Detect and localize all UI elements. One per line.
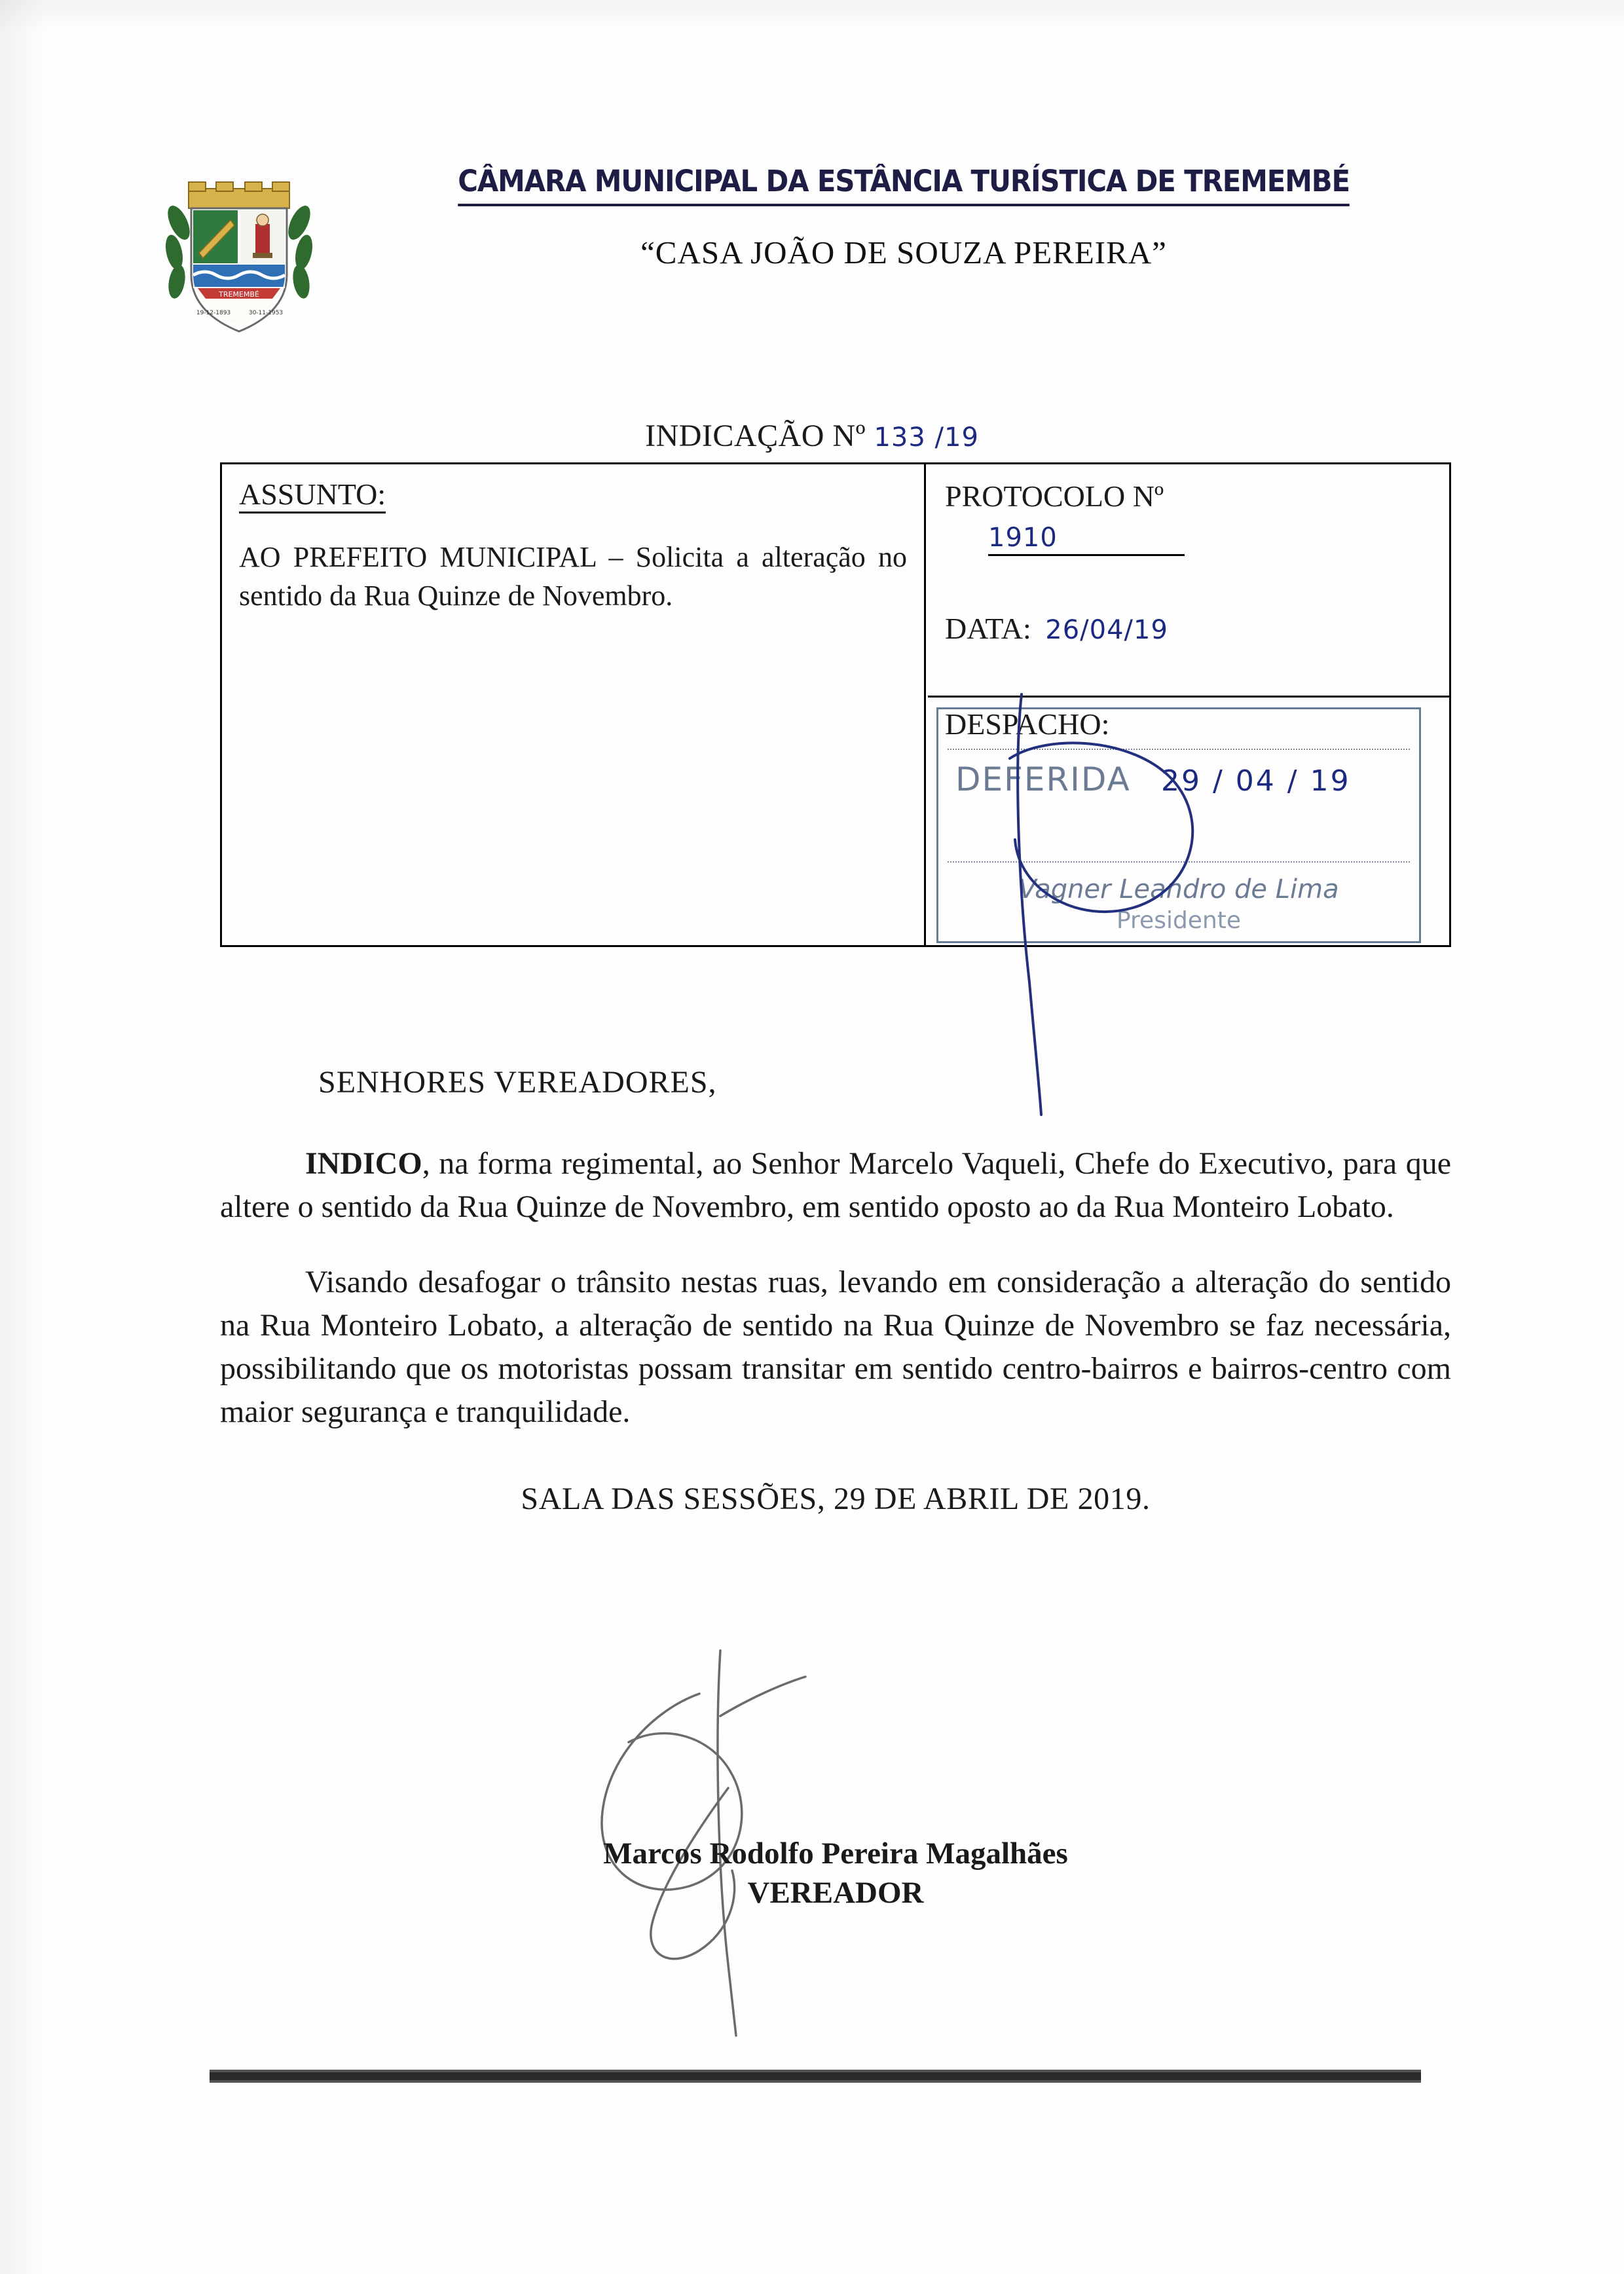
scan-edge-left (0, 0, 46, 2274)
stamp-divider-top (948, 749, 1410, 750)
salutation: SENHORES VEREADORES, (318, 1065, 717, 1100)
svg-text:30-11-1953: 30-11-1953 (248, 310, 284, 316)
protocolo-value: 1910 (988, 523, 1185, 556)
organization-subtitle: “CASA JOÃO DE SOUZA PEREIRA” (640, 234, 1167, 270)
data-value: 26/04/19 (1045, 615, 1168, 645)
municipal-crest-icon (157, 177, 321, 350)
signer-name: Marcos Rodolfo Pereira Magalhães (603, 1836, 1068, 1871)
scan-edge-top (0, 0, 1624, 33)
svg-text:TREMEMBÉ: TREMEMBÉ (219, 290, 259, 299)
organization-title: CÂMARA MUNICIPAL DA ESTÂNCIA TURÍSTICA DE TREMEMBÉ (458, 164, 1350, 206)
body-paragraph-2 (220, 1261, 1451, 1434)
document-body (220, 1061, 1451, 1521)
stamp-decision: DEFERIDA (955, 760, 1131, 798)
document-number-handwritten: 133 /19 (874, 422, 979, 453)
assunto-label: ASSUNTO: (239, 479, 386, 513)
approval-stamp (936, 707, 1421, 943)
assunto-text: AO PREFEITO MUNICIPAL – Solicita a alteração no sentido da Rua Quinze de Novembro. (239, 541, 907, 612)
paragraph-1-text: , na forma regimental, ao Senhor Marcelo Vaqueli, Chefe do Executivo, para que altere o sentido da Rua Quinze de Novembro, em sentido oposto ao da Rua Monteiro Lobato. (220, 1146, 1451, 1225)
protocolo-label: PROTOCOLO Nº (945, 479, 1164, 513)
document-number-line (0, 418, 1624, 454)
header-titles (393, 164, 1414, 271)
data-label: DATA: (945, 612, 1031, 645)
stamp-signer-role: Presidente (1116, 907, 1242, 934)
stamp-date: 29 / 04 / 19 (1161, 764, 1351, 798)
body-paragraph-1 (220, 1142, 1451, 1229)
despacho-label: DESPACHO: (945, 707, 1110, 741)
session-line: SALA DAS SESSÕES, 29 DE ABRIL DE 2019. (521, 1481, 1151, 1516)
document-label: INDICAÇÃO Nº (645, 419, 866, 453)
paragraph-2-text: Visando desafogar o trânsito nestas ruas, levando em consideração a alteração do sentido na Rua Monteiro Lobato, a alteração de sentido na Rua Quinze de Novembro se faz necessária, possibilitando que os motoristas possam transitar em sentido centro-bairros e bairros-centro com maior segurança e tranquilidade. (220, 1264, 1451, 1430)
svg-text:19-12-1893: 19-12-1893 (196, 310, 231, 316)
signer-role: VEREADOR (747, 1876, 924, 1911)
stamp-divider-bottom (948, 861, 1410, 863)
assunto-cell (222, 464, 926, 945)
protocolo-cell (928, 464, 1449, 615)
signature-block (220, 1834, 1451, 1912)
footer-divider (210, 2070, 1421, 2083)
stamp-signer-name: Vagner Leandro de Lima (1018, 874, 1339, 904)
indico-lead: INDICO (305, 1146, 422, 1182)
data-cell (928, 611, 1449, 646)
